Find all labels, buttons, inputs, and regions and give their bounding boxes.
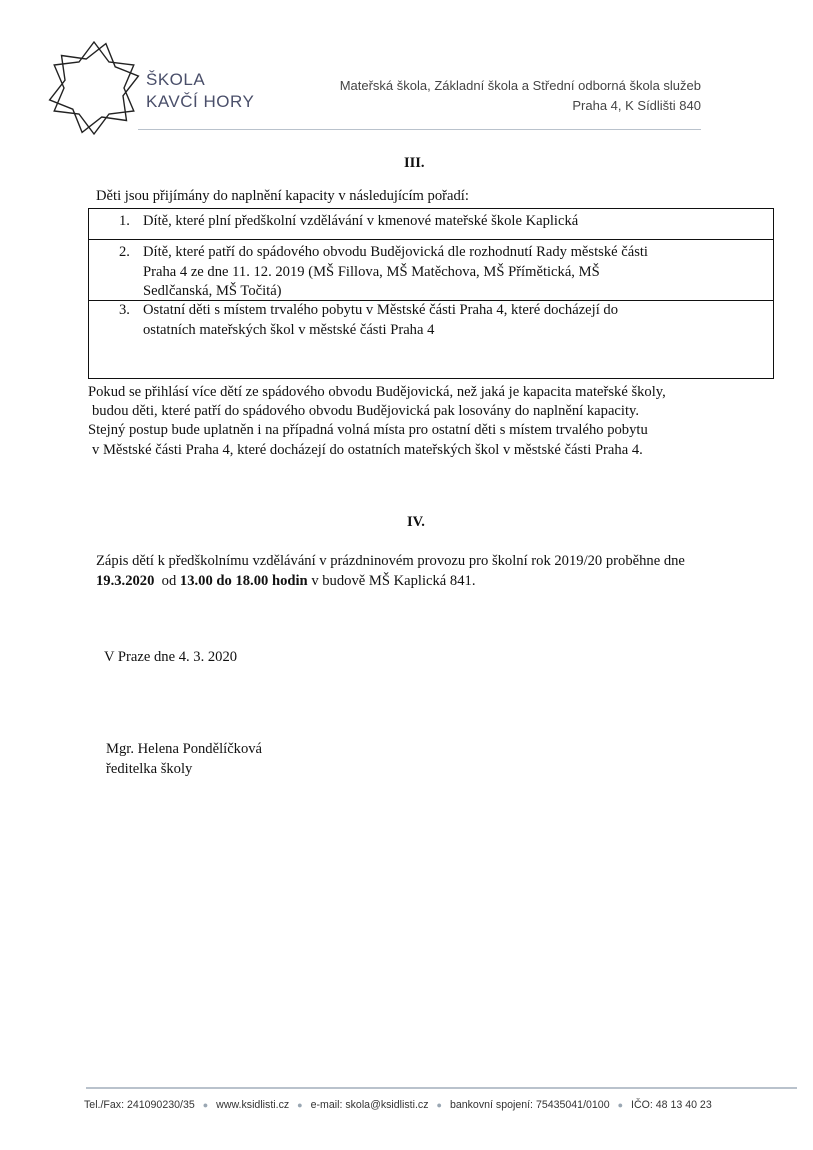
priority-row-1 <box>89 209 773 239</box>
enrollment-line-2 <box>96 572 475 592</box>
section-heading-iii: III. <box>404 155 425 171</box>
priority-number: 1. <box>119 213 130 229</box>
enrollment-time: 13.00 do 18.00 hodin <box>179 573 308 589</box>
enrollment-place: v budově MŠ Kaplická 841. <box>311 573 476 589</box>
paragraph-line: v Městské části Praha 4, které docházejí do ostatních mateřských škol v městské části Praha 4. <box>92 441 643 458</box>
signer-title: ředitelka školy <box>106 761 193 777</box>
enrollment-from: od <box>161 573 177 589</box>
footer-ico: IČO: 48 13 40 23 <box>631 1099 712 1111</box>
place-date: V Praze dne 4. 3. 2020 <box>104 649 238 665</box>
paragraph-line: Pokud se přihlásí více dětí ze spádového obvodu Budějovická, než jaká je kapacita mateřské školy, <box>88 384 666 400</box>
priority-text-line: ostatních mateřských škol v městské části Praha 4 <box>143 321 435 338</box>
priority-text-line: Dítě, které patří do spádového obvodu Budějovická dle rozhodnutí Rady městské části <box>143 244 648 260</box>
bullet-icon: ● <box>202 1100 209 1110</box>
priority-text-line: Ostatní děti s místem trvalého pobytu v Městské části Praha 4, které docházejí do <box>143 302 618 318</box>
priority-number: 3. <box>119 302 130 318</box>
priority-text <box>143 301 618 340</box>
bullet-icon: ● <box>436 1100 442 1110</box>
priority-text-line: Praha 4 ze dne 11. 12. 2019 (MŠ Fillova, MŠ Matěchova, MŠ Přímětická, MŠ <box>143 263 600 280</box>
school-address: Praha 4, K Sídlišti 840 <box>572 98 701 113</box>
footer-divider <box>86 1087 797 1089</box>
priority-text-line: Dítě, které plní předškolní vzdělávání v kmenové mateřské škole Kaplická <box>143 213 579 229</box>
enrollment-line-1: Zápis dětí k předškolnímu vzdělávání v prázdninovém provozu pro školní rok 2019/20 proběhne dne <box>96 553 685 569</box>
school-name: Mateřská škola, Základní škola a Střední odborná škola služeb <box>339 78 701 93</box>
bullet-icon: ● <box>297 1100 303 1110</box>
footer-phone: Tel./Fax: 241090230/35 <box>84 1099 195 1111</box>
footer-contacts <box>84 1099 712 1111</box>
logo-text-line1: ŠKOLA <box>146 70 206 89</box>
priority-text <box>143 243 648 302</box>
priority-text-line: Sedlčanská, MŠ Točitá) <box>143 283 282 299</box>
priority-table <box>88 208 774 379</box>
enrollment-date: 19.3.2020 <box>96 573 155 589</box>
footer-bank: bankovní spojení: 75435041/0100 <box>449 1099 610 1111</box>
priority-number: 2. <box>119 244 130 260</box>
priority-row-2 <box>89 239 773 301</box>
paragraph-line: Stejný postup bude uplatněn i na případná volná místa pro ostatní děti s místem trvalého pobytu <box>88 422 648 439</box>
priority-row-3 <box>89 300 773 379</box>
capacity-paragraph <box>88 383 666 460</box>
paragraph-line: budou děti, které patří do spádového obvodu Budějovická pak losovány do naplnění kapacity. <box>92 403 640 420</box>
logo-text-line2: KAVČÍ HORY <box>146 92 255 111</box>
priority-intro: Děti jsou přijímány do naplnění kapacity v následujícím pořadí: <box>96 188 469 204</box>
footer-email-link[interactable]: e-mail: skola@ksidlisti.cz <box>310 1099 429 1111</box>
footer-web-link[interactable]: www.ksidlisti.cz <box>216 1099 290 1111</box>
section-heading-iv: IV. <box>407 514 425 530</box>
priority-text <box>143 212 578 232</box>
bullet-icon: ● <box>617 1100 624 1110</box>
signer-name: Mgr. Helena Pondělíčková <box>106 741 263 757</box>
header-divider <box>138 129 701 130</box>
school-logo-star-icon <box>46 40 142 136</box>
